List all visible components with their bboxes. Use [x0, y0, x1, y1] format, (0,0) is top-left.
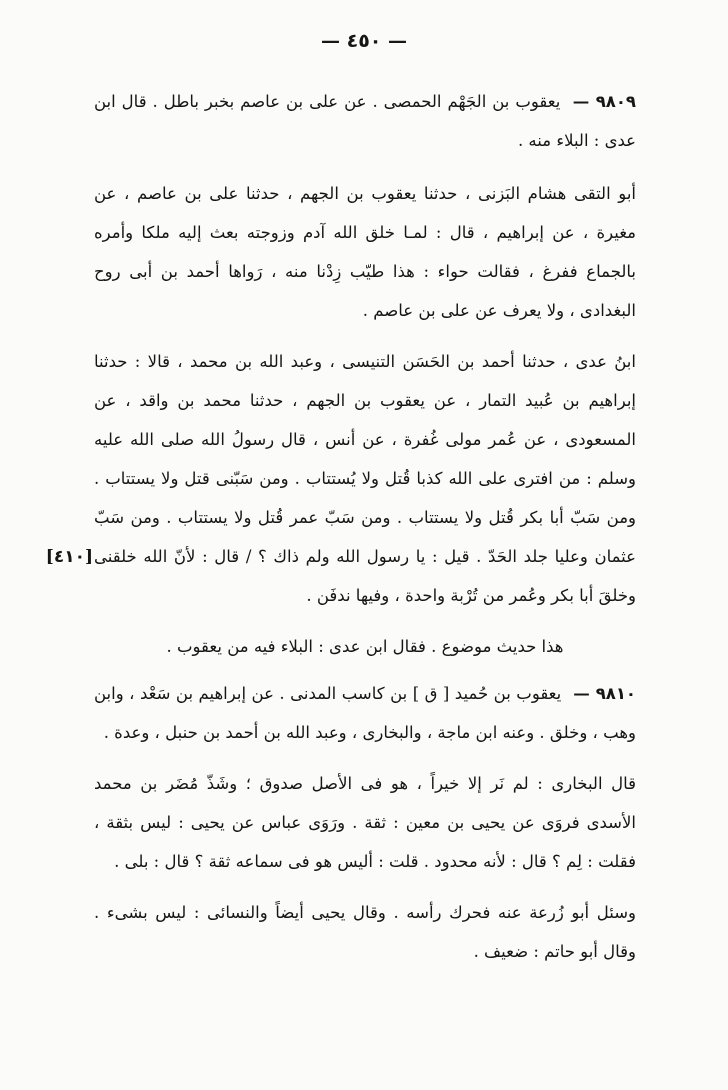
marginal-page-reference: [٤١٠]	[45, 547, 93, 567]
paragraph-text: وسئل أبو زُرعة عنه فحرك رأسه . وقال يحيى أيضاً والنسائى : ليس بشىء . وقال أبو حاتم : ضعيف .	[94, 903, 636, 961]
entry-text: يعقوب بن حُميد [ ق ] بن كاسب المدنى . عن إبراهيم بن سَعْد ، وابن وهب ، وخلق . وعنه ابن ماجة ، والبخارى ، وعبد الله بن أحمد بن حنبل ، وعدة .	[94, 684, 636, 742]
narration-paragraph	[94, 174, 636, 330]
entry-9809	[94, 82, 636, 160]
page-body	[94, 82, 636, 983]
entry-text: يعقوب بن الجَهْم الحمصى . عن على بن عاصم بخبر باطل . قال ابن عدى : البلاء منه .	[94, 92, 636, 150]
page-number-header: — ٤٥٠ —	[320, 30, 408, 52]
paragraph-text: أبو التقى هشام البَزنى ، حدثنا يعقوب بن الجهم ، حدثنا على بن عاصم ، عن مغيرة ، عن إبراهيم ، قال : لمـا خلق الله آدم وزوجته بعث إليه ملكا وأمره بالجماع ففرغ ، فقالت حواء : هذا طيّب زِدْنا منه ، رَواها أحمد بن أبى روح البغدادى ، ولا يعرف عن على بن عاصم .	[94, 184, 636, 320]
verdict-paragraph	[94, 627, 636, 666]
bukhari-paragraph	[94, 764, 636, 881]
entry-9810	[94, 674, 636, 752]
paragraph-text: ابنُ عدى ، حدثنا أحمد بن الحَسَن التنيسى ، وعبد الله بن محمد ، قالا : حدثنا إبراهيم بن عُبيد التمار ، عن يعقوب بن الجهم ، حدثنا محمد بن واقد ، عن المسعودى ، عن عُمر مولى غُفرة ، عن أنس ، قال رسولُ الله صلى الله عليه وسلم : من افترى على الله كذبا قُتل ولا يُستتاب . ومن سَبّنى قتل ولا يستتاب . ومن سَبّ أبا بكر قُتل ولا يستتاب . ومن سَبّ عمر قُتل ولا يستتاب . ومن سَبّ عثمان وعليا جلد الحَدّ . قيل : يا رسول الله ولم ذاك ؟ / قال : لأنّ الله خلقنى وخلقَ أبا بكر وعُمر من تُرْبة واحدة ، وفيها ندفَن .	[94, 352, 636, 605]
hadith-paragraph	[94, 342, 636, 615]
abu-zura-paragraph	[94, 893, 636, 971]
entry-number: ٩٨١٠ —	[567, 684, 636, 703]
entry-number: ٩٨٠٩ —	[566, 92, 636, 111]
paragraph-text: هذا حديث موضوع . فقال ابن عدى : البلاء فيه من يعقوب .	[166, 637, 564, 656]
paragraph-text: قال البخارى : لم نَر إلا خيراً ، هو فى الأصل صدوق ؛ وشَذّ مُضَر بن محمد الأسدى فروَى عن يحيى بن معين : ثقة . ورَوَى عباس عن يحيى : ليس بثقة ، فقلت : لِم ؟ قال : لأنه محدود . قلت : أليس هو فى سماعه ثقة ؟ قال : بلى .	[94, 774, 636, 871]
